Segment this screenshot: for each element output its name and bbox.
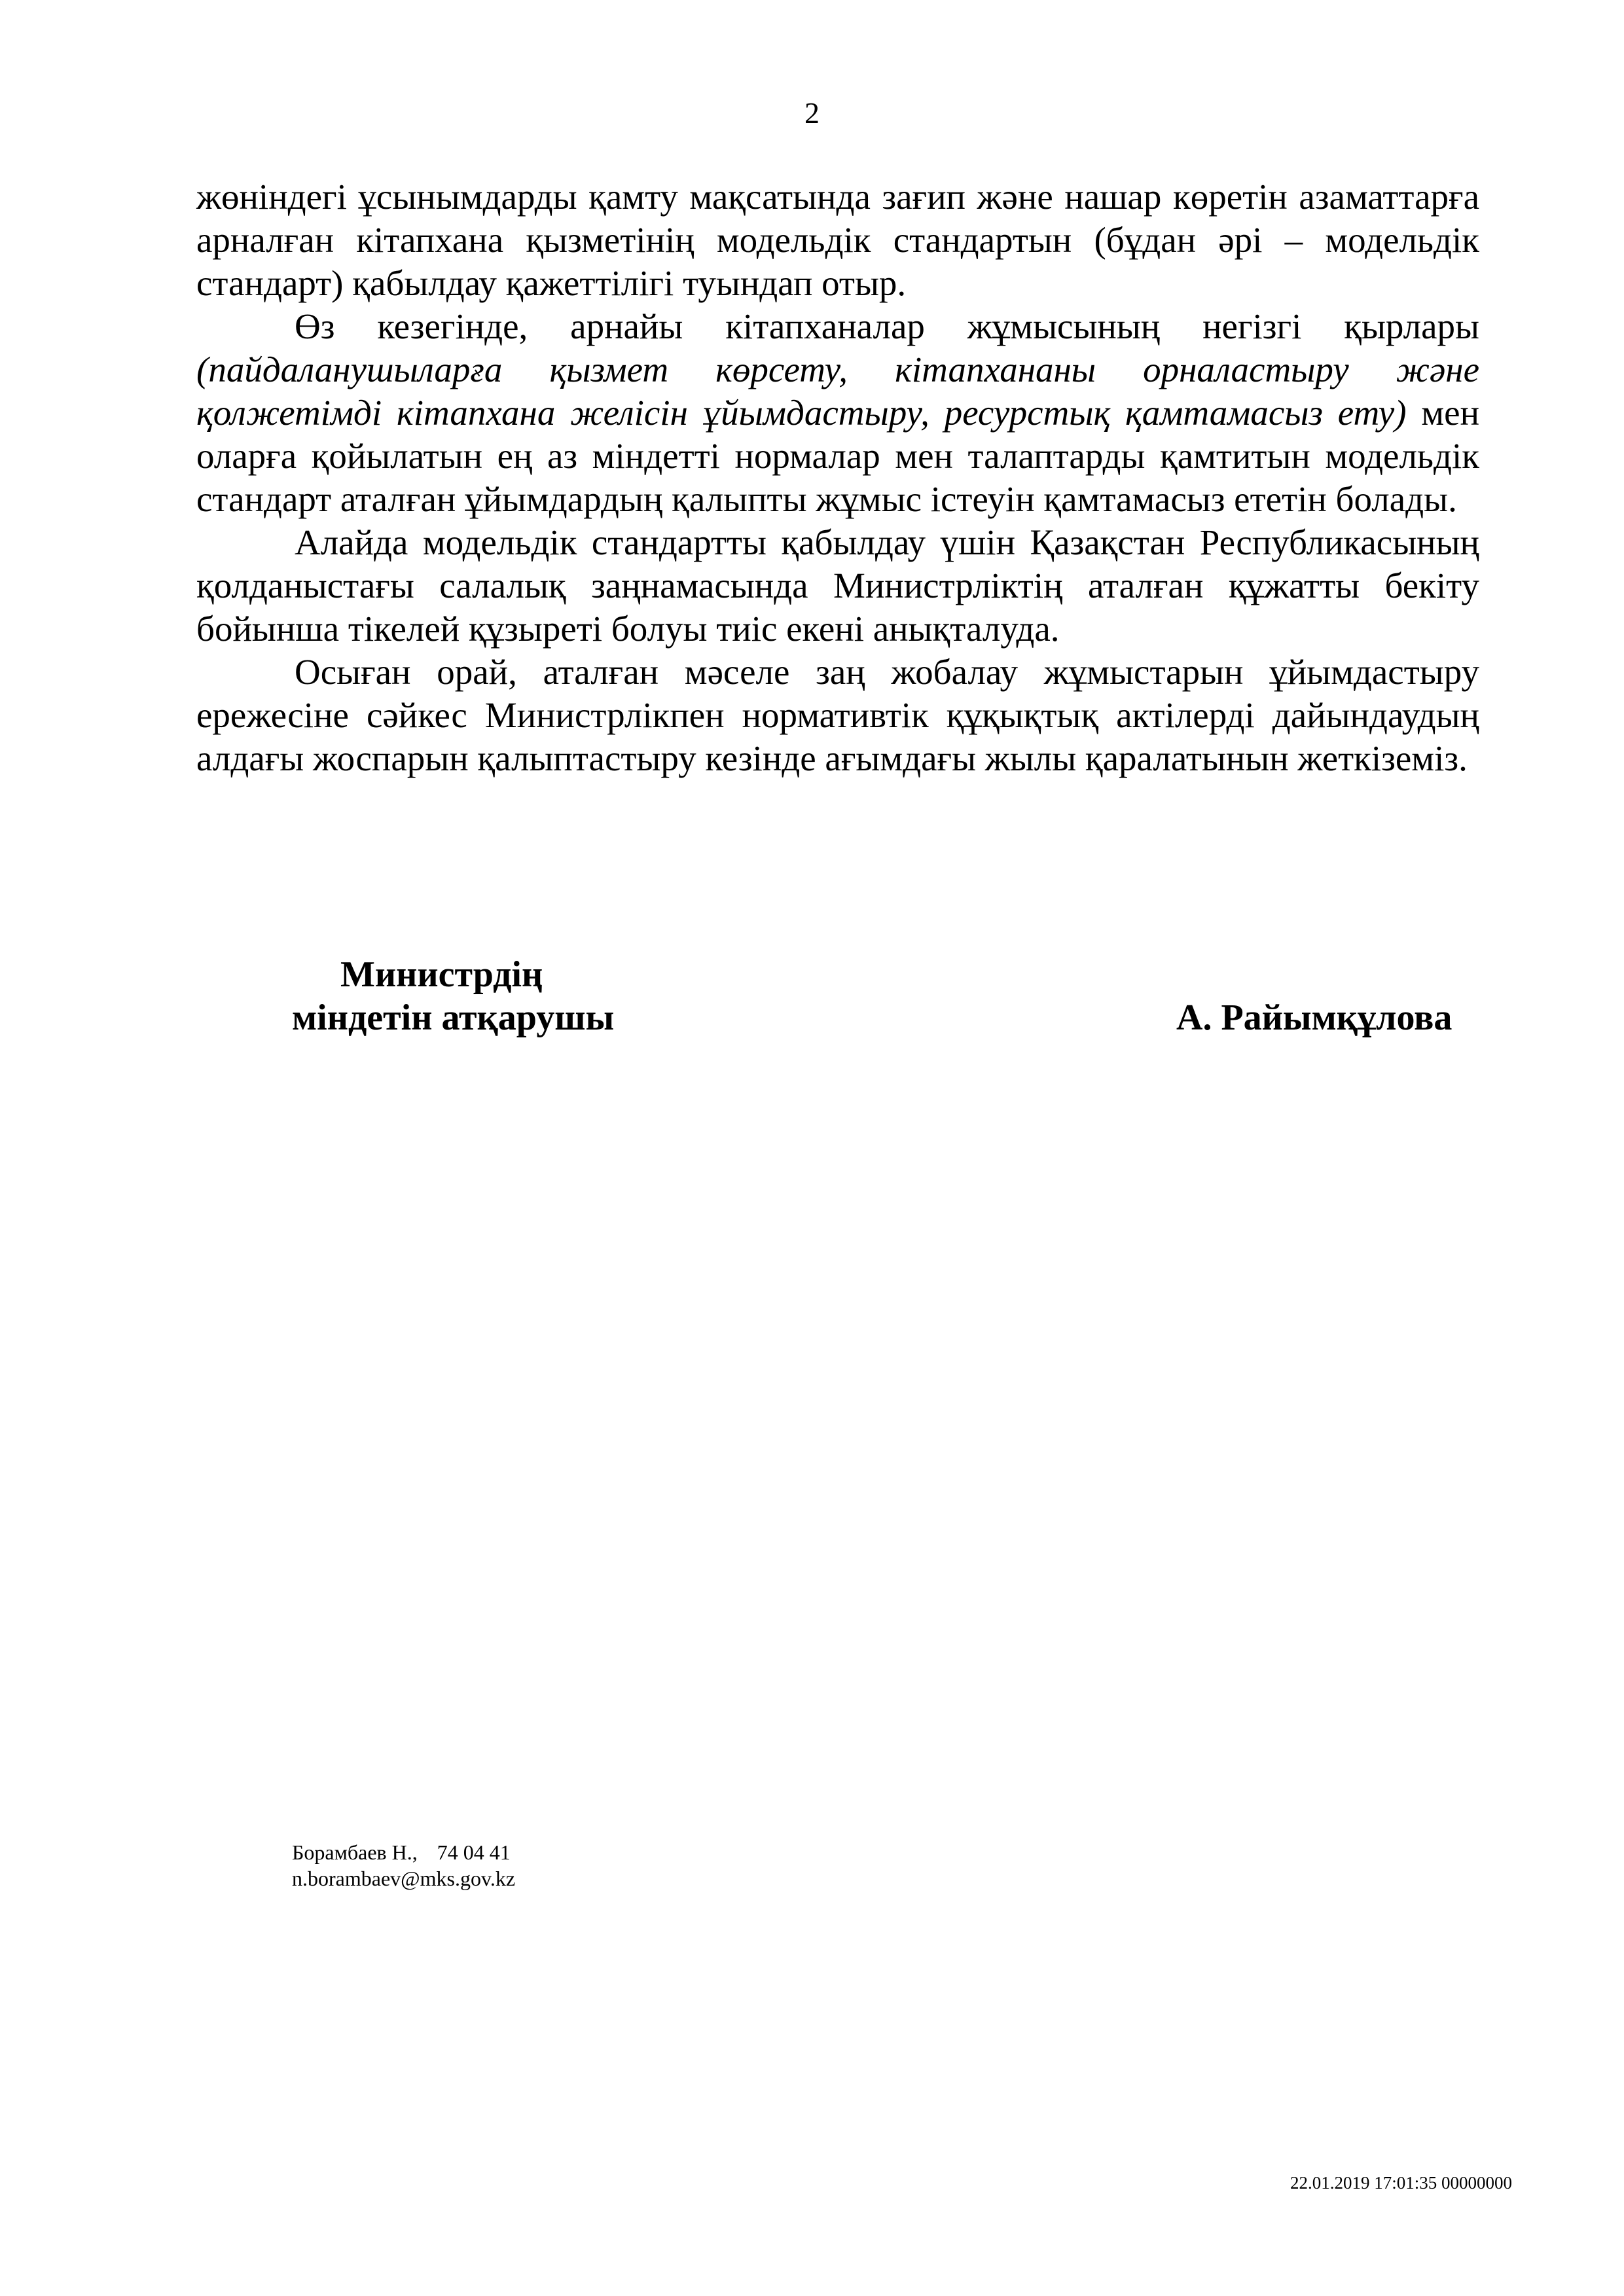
paragraph-1: жөніндегі ұсынымдарды қамту мақсатында зағип және нашар көретін азаматтарға арналған кітапхана қызметінің модельдік стандартын (бұдан әрі – модельдік стандарт) қабылдау қажеттілігі туындап отыр. xyxy=(196,177,1479,303)
paragraph-2 xyxy=(196,305,1479,521)
signatory-name: А. Райымқұлова xyxy=(1176,997,1453,1038)
contact-phone: 74 04 41 xyxy=(437,1840,511,1864)
contact-email: n.borambaev@mks.gov.kz xyxy=(292,1867,516,1890)
paragraph-4: Осыған орай, аталған мәселе заң жобалау жұмыстарын ұйымдастыру ережесіне сәйкес Министрлікпен нормативтік құқықтық актілерді дайындаудың алдағы жоспарын қалыптастыру кезінде ағымдағы жылы қаралатынын жеткіземіз. xyxy=(196,652,1479,778)
document-timestamp: 22.01.2019 17:01:35 00000000 xyxy=(1290,2173,1512,2193)
paragraph-2-italic: (пайдаланушыларға қызмет көрсету, кітапхананы орналастыру және қолжетімді кітапхана желісін ұйымдастыру, ресурстық қамтамасыз ету) xyxy=(196,350,1479,433)
paragraph-2-start: Өз кезегінде, арнайы кітапханалар жұмысының негізгі қырлары xyxy=(295,306,1479,346)
contact-name: Борамбаев Н., xyxy=(292,1840,418,1864)
letter-body xyxy=(196,175,1479,780)
paragraph-2-end: мен оларға қойылатын ең аз міндетті нормалар мен талаптарды қамтитын модельдік стандарт аталған ұйымдардың қалыпты жұмыс істеуін қамтамасыз ететін болады. xyxy=(196,393,1480,519)
paragraph-3: Алайда модельдік стандартты қабылдау үшін Қазақстан Республикасының қолданыстағы салалық заңнамасында Министрліктің аталған құжатты бекіту бойынша тікелей құзыреті болуы тиіс екені анықталуда. xyxy=(196,522,1479,649)
signatory-title xyxy=(292,953,614,1039)
signatory-title-line2: міндетін атқарушы xyxy=(292,997,615,1038)
signatory-title-line1: Министрдің xyxy=(340,954,543,995)
contact-block xyxy=(292,1839,515,1892)
contact-line xyxy=(292,1839,515,1865)
page-number: 2 xyxy=(804,96,820,130)
